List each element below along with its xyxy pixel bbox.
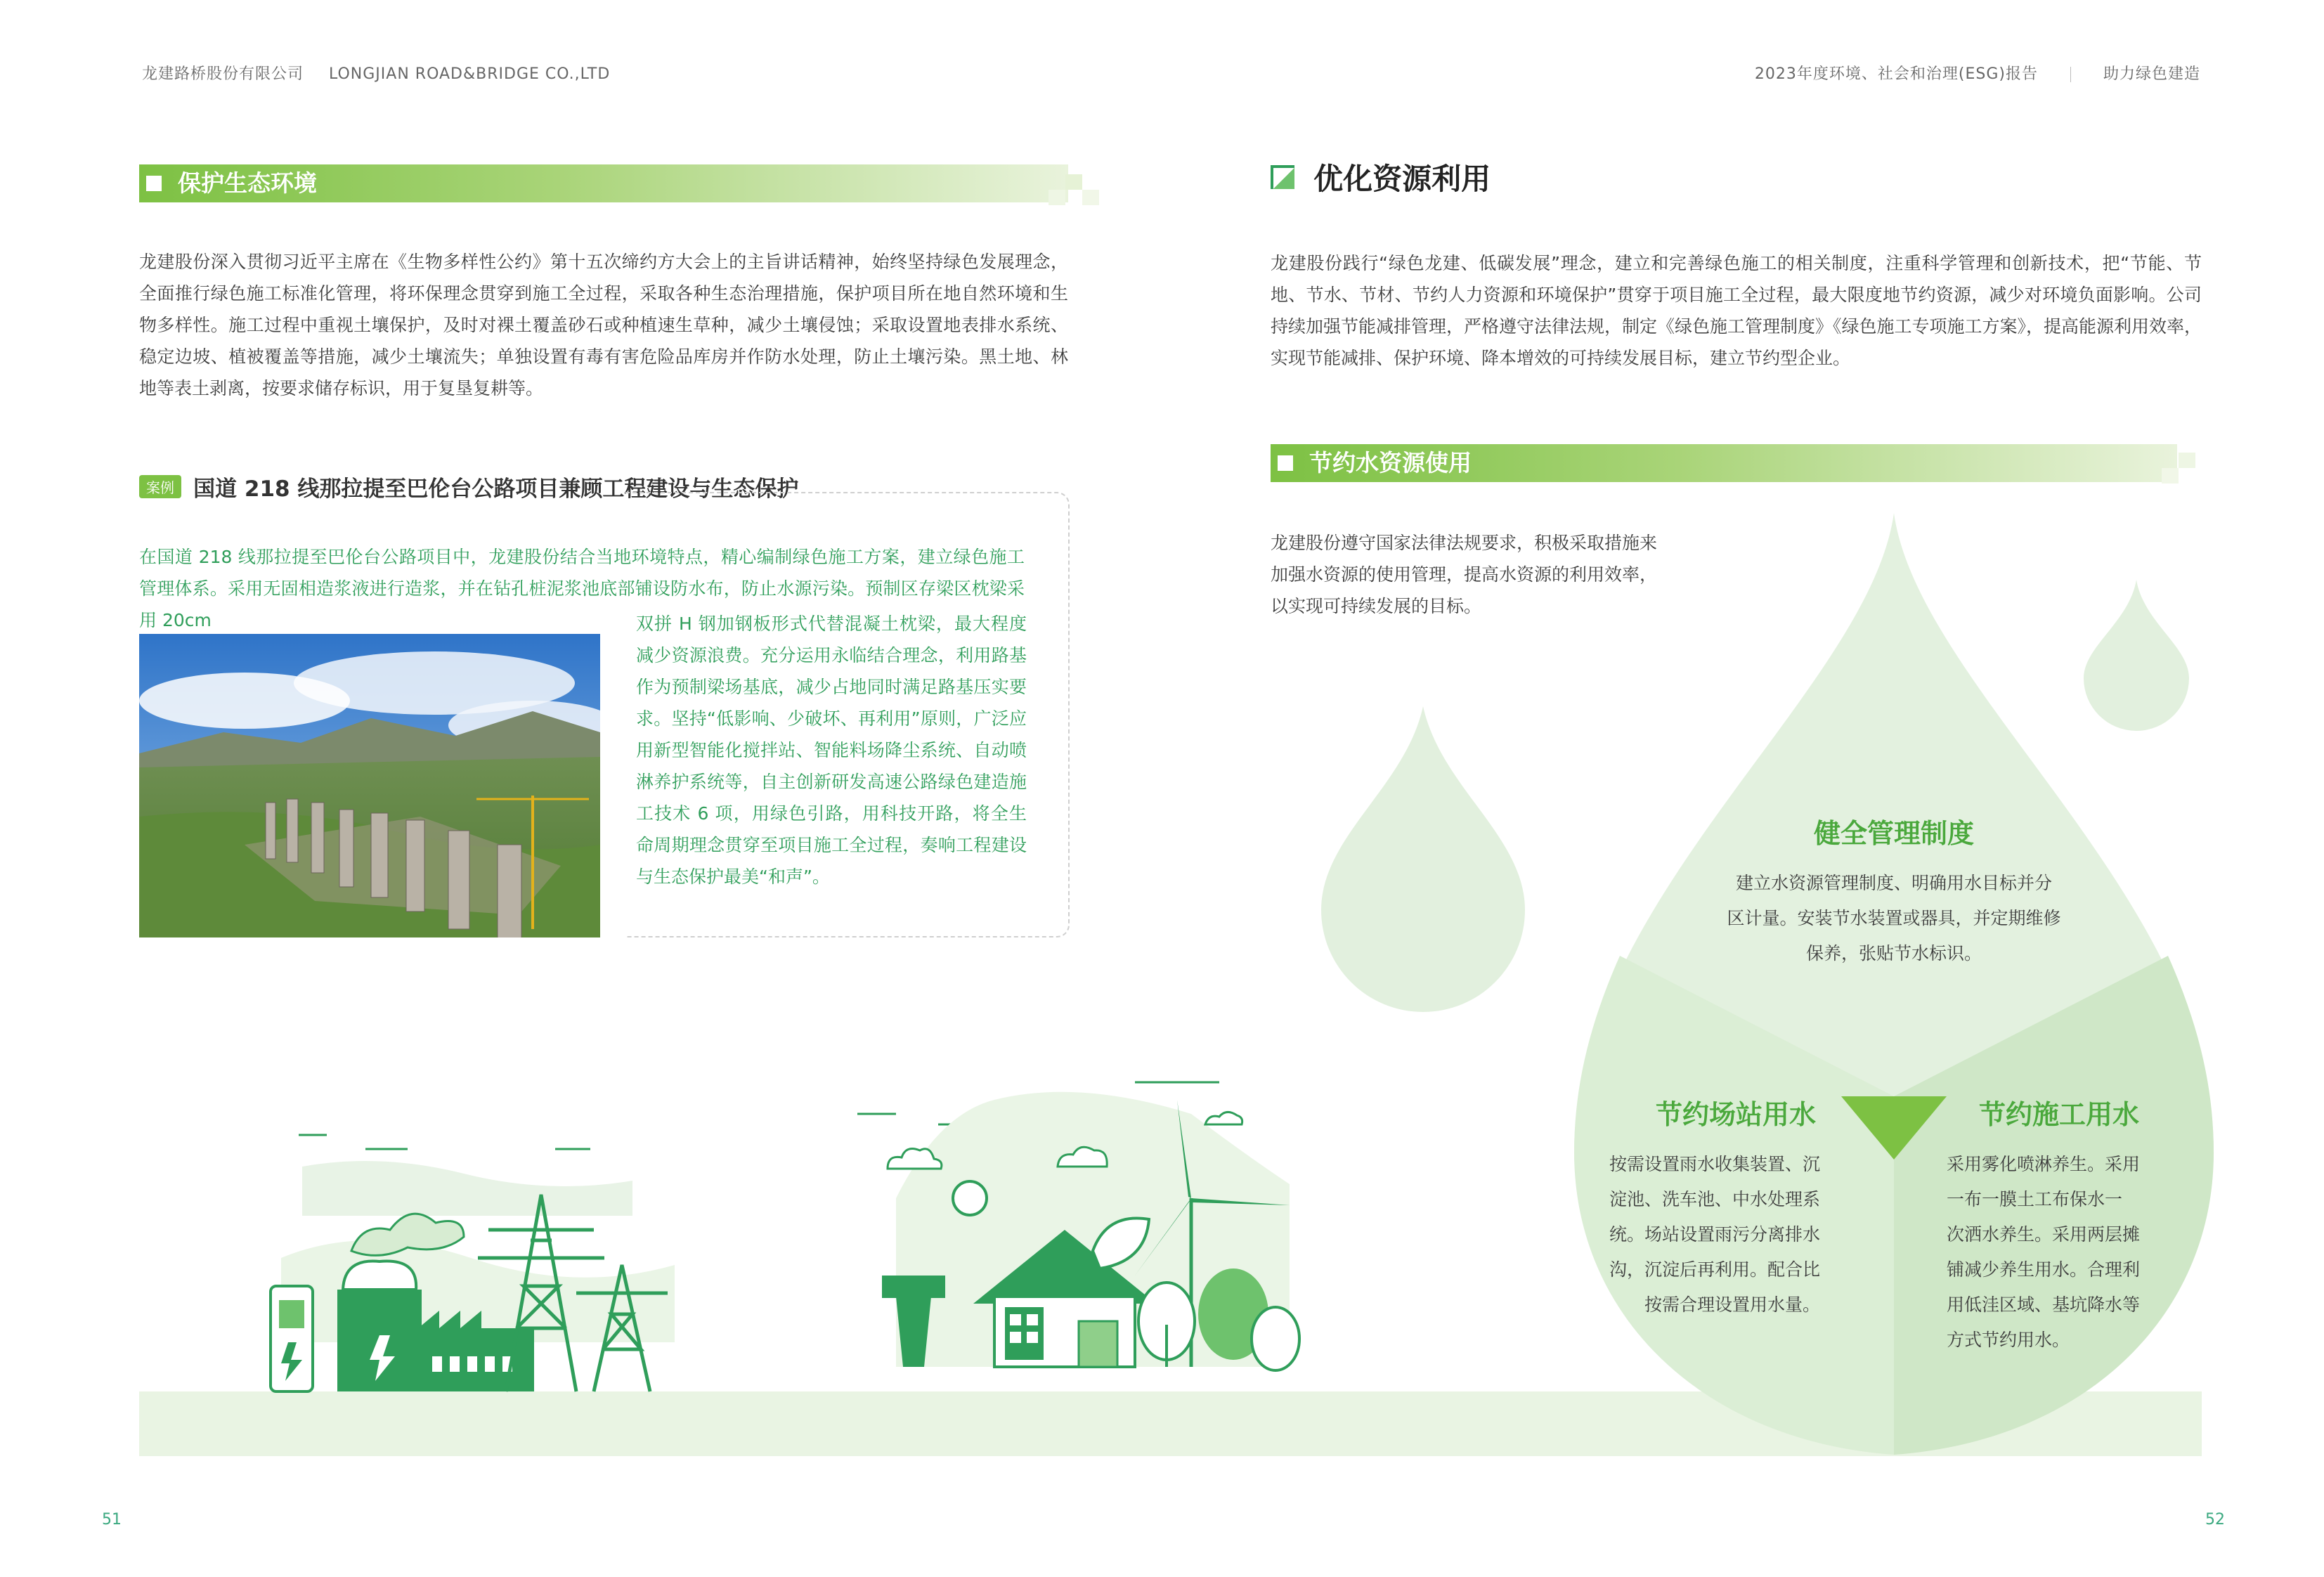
topic-text-station (1609, 1147, 1862, 1323)
resource-intro: 龙建股份践行“绿色龙建、低碳发展”理念，建立和完善绿色施工的相关制度，注重科学管理和创新技术，把“节能、节地、节水、节材、节约人力资源和环境保护”贯穿于项目施工全过程，最大限度地节约资源，减少对环境负面影响。公司持续加强节能减排管理，严格遵守法律法规，制定《绿色施工管理制度》《绿色施工专项施工方案》，提高能源利用效率，实现节能减排、保护环境、降本增效的可持续发展目标，建立节约型企业。 (1271, 253, 2202, 368)
case-title: 国道 218 线那拉提至巴伦台公路项目兼顾工程建设与生态保护 (193, 476, 799, 502)
topic-line: 区计量。安装节水装置或器具，并定期维修 (1727, 908, 2061, 928)
topic-line: 按需合理设置用水量。 (1644, 1294, 1821, 1315)
green-house-illustration (854, 1072, 1318, 1395)
topic-line: 淀池、洗车池、中水处理系 (1609, 1189, 1821, 1209)
topic-line: 建立水资源管理制度、明确用水目标并分 (1735, 873, 2052, 893)
case-badge: 案例 (139, 475, 181, 498)
header-report (1755, 62, 2200, 84)
page-number-right: 52 (2205, 1511, 2225, 1529)
topic-text-management (1683, 866, 2105, 971)
water-intro-line-3: 以实现可持续发展的目标。 (1271, 596, 1482, 616)
section-name: 助力绿色建造 (2103, 65, 2200, 83)
section-heading-resource (1271, 156, 1491, 198)
topic-line: 铺减少养生用水。合理利 (1947, 1259, 2141, 1280)
company-name-en: LONGJIAN ROAD&BRIDGE CO.,LTD (329, 65, 611, 83)
case-text-top: 在国道 218 线那拉提至巴伦台公路项目中，龙建股份结合当地环境特点，精心编制绿色施工方案，建立绿色施工管理体系。采用无固相造浆液进行造浆，并在钻孔桩泥浆池底部铺设防水布，防止水源污染。预制区存梁区枕梁采用 20cm (139, 547, 1025, 630)
topic-title-management: 健全管理制度 (1813, 818, 1974, 849)
topic-line: 次洒水养生。采用两层摊 (1947, 1224, 2141, 1245)
case-text-side: 双拼 H 钢加钢板形式代替混凝土枕梁，最大程度减少资源浪费。充分运用永临结合理念，利用路基作为预制梁场基底，减少占地同时满足路基压实要求。坚持“低影响、少破坏、再利用”原则，广泛应用新型智能化搅拌站、智能料场降尘系统、自动喷淋养护系统等，自主创新研发高速公路绿色建造施工技术 6 项，用绿色引路，用科技开路，将全生命周期理念贯穿至项目施工全过程，奏响工程建设与生态保护最美“和声”。 (636, 614, 1027, 887)
topic-title-station: 节约场站用水 (1655, 1099, 1816, 1130)
topic-line: 采用雾化喷淋养生。采用 (1947, 1154, 2141, 1174)
topic-line: 按需设置雨水收集装置、沉 (1609, 1154, 1821, 1174)
ecology-intro: 龙建股份深入贯彻习近平主席在《生物多样性公约》第十五次缔约方大会上的主旨讲话精神，始终坚持绿色发展理念，全面推行绿色施工标准化管理，将环保理念贯穿到施工全过程，采取各种生态治理措施，保护项目所在地自然环境和生物多样性。施工过程中重视土壤保护，及时对裸土覆盖砂石或种植速生草种，减少土壤侵蚀；采取设置地表排水系统、稳定边坡、植被覆盖等措施，减少土壤流失；单独设置有毒有害危险品库房并作防水处理，防止土壤污染。黑土地、林地等表土剥离，按要求储存标识，用于复垦复耕等。 (139, 252, 1068, 398)
section-title-water: 节约水资源使用 (1309, 449, 1472, 476)
report-title: 2023年度环境、社会和治理(ESG)报告 (1754, 65, 2038, 83)
topic-line: 统。场站设置雨污分离排水 (1609, 1224, 1821, 1245)
header-company (142, 62, 610, 84)
small-drop-right (2084, 580, 2189, 731)
company-name-cn: 龙建路桥股份有限公司 (142, 65, 304, 83)
industry-illustration (239, 1117, 675, 1398)
topic-line: 一布一膜土工布保水一 (1947, 1189, 2123, 1209)
section-title-ecology: 保护生态环境 (178, 169, 317, 197)
small-drop-left (1321, 706, 1525, 1012)
water-intro-line-2: 加强水资源的使用管理，提高水资源的利用效率， (1271, 564, 1658, 585)
topic-line: 保养，张贴节水标识。 (1805, 943, 1982, 963)
square-icon (1271, 165, 1294, 189)
section-band-ecology (139, 164, 1068, 202)
page-number-left: 51 (102, 1511, 122, 1529)
water-topic-construction (1947, 1093, 2172, 1358)
topic-line: 方式节约用水。 (1947, 1330, 2070, 1350)
bridge-construction-photo (139, 634, 600, 937)
topic-title-construction: 节约施工用水 (1978, 1099, 2139, 1130)
water-topic-management (1683, 812, 2105, 971)
topic-line: 沟，沉淀后再利用。配合比 (1609, 1259, 1821, 1280)
section-band-water (1271, 444, 2177, 482)
topic-line: 用低洼区域、基坑降水等 (1947, 1294, 2141, 1315)
topic-text-construction (1947, 1147, 2172, 1358)
water-intro-line-1: 龙建股份遵守国家法律法规要求，积极采取措施来 (1271, 533, 1658, 553)
section-title-resource: 优化资源利用 (1313, 162, 1491, 196)
water-topic-station (1609, 1093, 1862, 1323)
